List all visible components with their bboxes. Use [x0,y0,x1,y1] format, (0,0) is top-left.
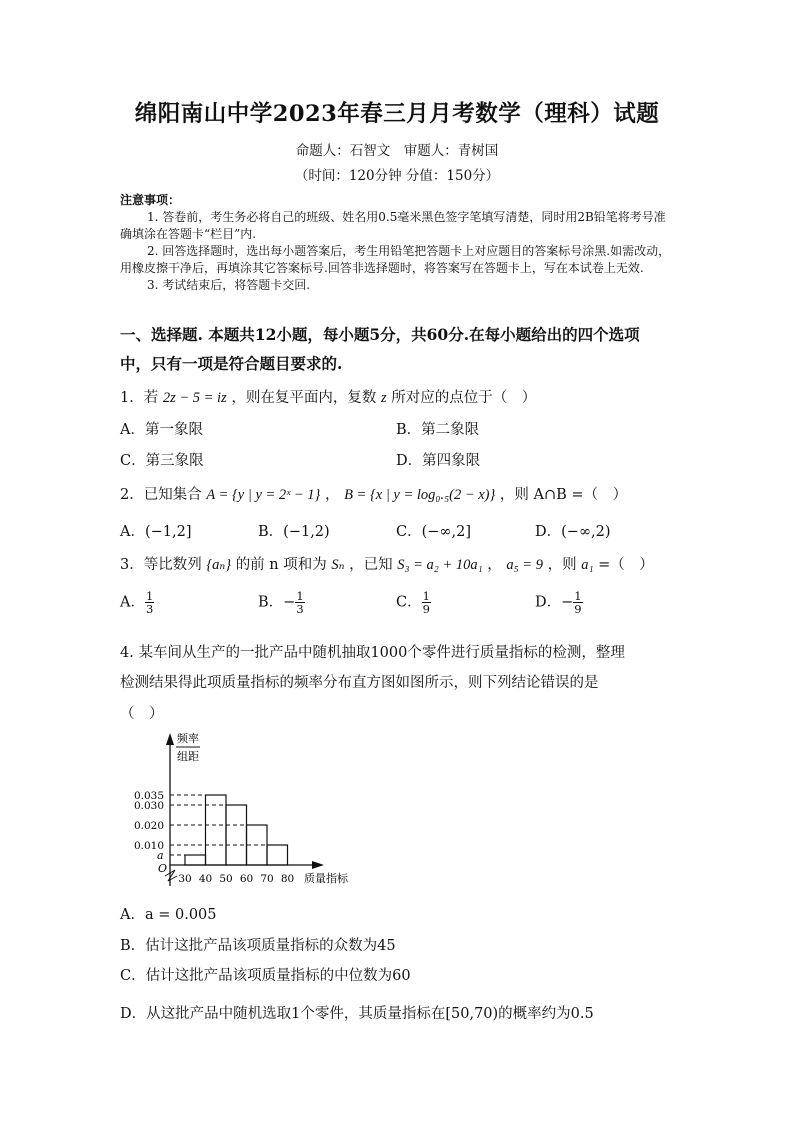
q3-separator: ， [487,557,502,573]
time-score-line: （时间：120分钟 分值：150分） [294,168,500,184]
q3-sequence: {aₙ} [206,557,232,573]
q3-option-c-fraction [422,590,431,615]
q3-option-d-sign: − [561,594,574,611]
section-heading-line-2: 中，只有一项是符合题目要求的. [120,354,343,373]
q2-option-c-label: C． [396,524,422,540]
exam-title: 绵阳南山中学2023年春三月月考数学（理科）试题 [134,101,660,127]
y-axis-arrow [166,733,174,745]
question-1 [120,386,536,407]
x-tick-label: 70 [260,873,274,885]
q1-middle: ，则在复平面内，复数 [231,390,377,406]
q2-tail: ，则 A∩B =（ ） [499,487,628,503]
x-axis-arrow [312,861,324,869]
q3-known: ，已知 [349,557,393,573]
q2-option-d-value: (−∞,2) [561,524,611,540]
a-label: a [157,849,164,862]
q1-number: 1．若 [120,390,159,406]
q4-option-c: C．估计这批产品该项质量指标的中位数为60 [120,968,411,984]
q2-option-b [258,520,330,541]
y-tick-label: 0.030 [133,800,164,812]
x-tick-label: 50 [219,873,233,885]
q1-variable: z [380,390,387,406]
question-3 [120,553,654,574]
q3-option-b-den: 3 [296,602,304,616]
q2-option-d [535,520,611,541]
q3-option-c-den: 9 [422,602,430,616]
q3-option-b-num: 1 [296,589,304,603]
ylabel-bottom: 组距 [177,750,199,763]
q1-tail: 所对应的点位于（ ） [391,390,537,406]
y-tick-label: 0.035 [133,790,164,802]
authors-line: 命题人：石智文 审题人：青树国 [295,143,499,159]
q1-equation: 2z − 5 = iz [162,390,227,406]
q3-option-d-label: D． [535,594,562,611]
q3-option-d-num: 1 [574,589,582,603]
q2-number: 2．已知集合 [120,487,202,503]
q3-condition-2: a₅ = 9 [506,557,543,573]
x-tick-label: 60 [239,873,254,885]
q3-tail: ，则 [547,557,577,573]
q1-option-d: D．第四象限 [396,453,481,469]
q4-line-2: 检测结果得此项质量指标的频率分布直方图如图所示，则下列结论错误的是 [120,675,599,691]
q3-option-d-fraction [573,590,582,615]
note-item-1: 1. 答卷前，考生务必将自己的班级、姓名用0.5毫米黑色签字笔填写清楚，同时用2B铅笔将考号准确填涂在答题卡“栏目”内. [120,210,666,241]
q3-condition: S₃ = a₂ + 10a₁ [397,557,483,573]
q1-option-b: B．第二象限 [396,422,480,438]
question-2 [120,483,627,504]
q3-option-c-label: C． [396,594,422,611]
q2-option-a-value: (−1,2] [144,524,192,540]
q3-ask: a₁ [581,557,594,573]
q3-option-a [120,590,154,615]
q2-option-a [120,520,192,541]
x-tick-label: 40 [198,873,213,885]
q2-option-d-label: D． [535,524,562,540]
q3-number: 3．等比数列 [120,557,202,573]
q3-option-b-label: B． [258,594,284,611]
y-tick-label: 0.010 [133,840,164,852]
q4-option-b: B．估计这批产品该项质量指标的众数为45 [120,938,396,954]
origin-label: O [158,862,168,875]
q3-option-c-num: 1 [422,589,430,603]
q2-option-c-value: (−∞,2] [421,524,471,540]
q2-option-a-label: A． [120,524,145,540]
histogram-bar [185,855,206,865]
q3-middle: 的前 n 项和为 [235,557,327,573]
ylabel-top: 频率 [177,732,199,745]
q4-line-3: （ ） [120,706,164,722]
q3-option-d [535,590,583,615]
q3-end: =（ ） [598,557,654,573]
note-item-2: 2. 回答选择题时，选出每小题答案后，考生用铅笔把答题卡上对应题目的答案标号涂黑.如需改动，用橡皮擦干净后，再填涂其它答案标号.回答非选择题时，将答案写在答题卡上，写在本试卷上无效. [120,244,671,275]
notes-heading: 注意事项： [120,193,181,207]
x-tick-label: 80 [280,873,295,885]
q4-option-d: D．从这批产品中随机选取1个零件，其质量指标在[50,70)的概率约为0.5 [120,1006,594,1022]
histogram-bar [226,805,247,865]
x-tick-label: 30 [178,873,192,885]
q1-option-c: C．第三象限 [120,453,204,469]
q3-option-b-sign: − [283,594,296,611]
q3-sn: Sₙ [331,557,345,573]
q2-set-b: B = {x | y = log₀.₅(2 − x)} [344,487,496,503]
q4-line-1: 4. 某车间从生产的一批产品中随机抽取1000个零件进行质量指标的检测，整理 [120,645,625,661]
section-heading-line-1: 一、选择题. 本题共12小题，每小题5分，共60分.在每小题给出的四个选项 [120,325,640,344]
q3-option-a-label: A． [120,594,145,611]
q3-option-d-den: 9 [574,602,582,616]
histogram-bar [206,795,227,865]
notes-block [120,192,675,294]
histogram-bar [267,845,288,865]
q3-option-a-den: 3 [145,602,154,616]
axis-break-mark [165,870,177,881]
q2-option-c [396,520,471,541]
q4-option-a: A．a = 0.005 [120,907,217,923]
q3-option-c [396,590,431,615]
x-axis-label: 质量指标 [304,872,348,885]
q1-option-a: A．第一象限 [120,422,203,438]
q2-option-b-label: B． [258,524,284,540]
q3-option-b-fraction [295,590,304,615]
q3-option-a-fraction [145,590,154,615]
histogram-bar [247,825,268,865]
q2-separator: ， [324,487,340,503]
y-tick-label: 0.020 [133,820,164,832]
q2-option-b-value: (−1,2) [283,524,330,540]
q3-option-a-num: 1 [145,589,154,603]
note-item-3: 3. 考试结束后，将答题卡交回. [147,278,311,292]
q2-set-a: A = {y | y = 2ˣ − 1} [206,487,321,503]
q3-option-b [258,590,305,615]
